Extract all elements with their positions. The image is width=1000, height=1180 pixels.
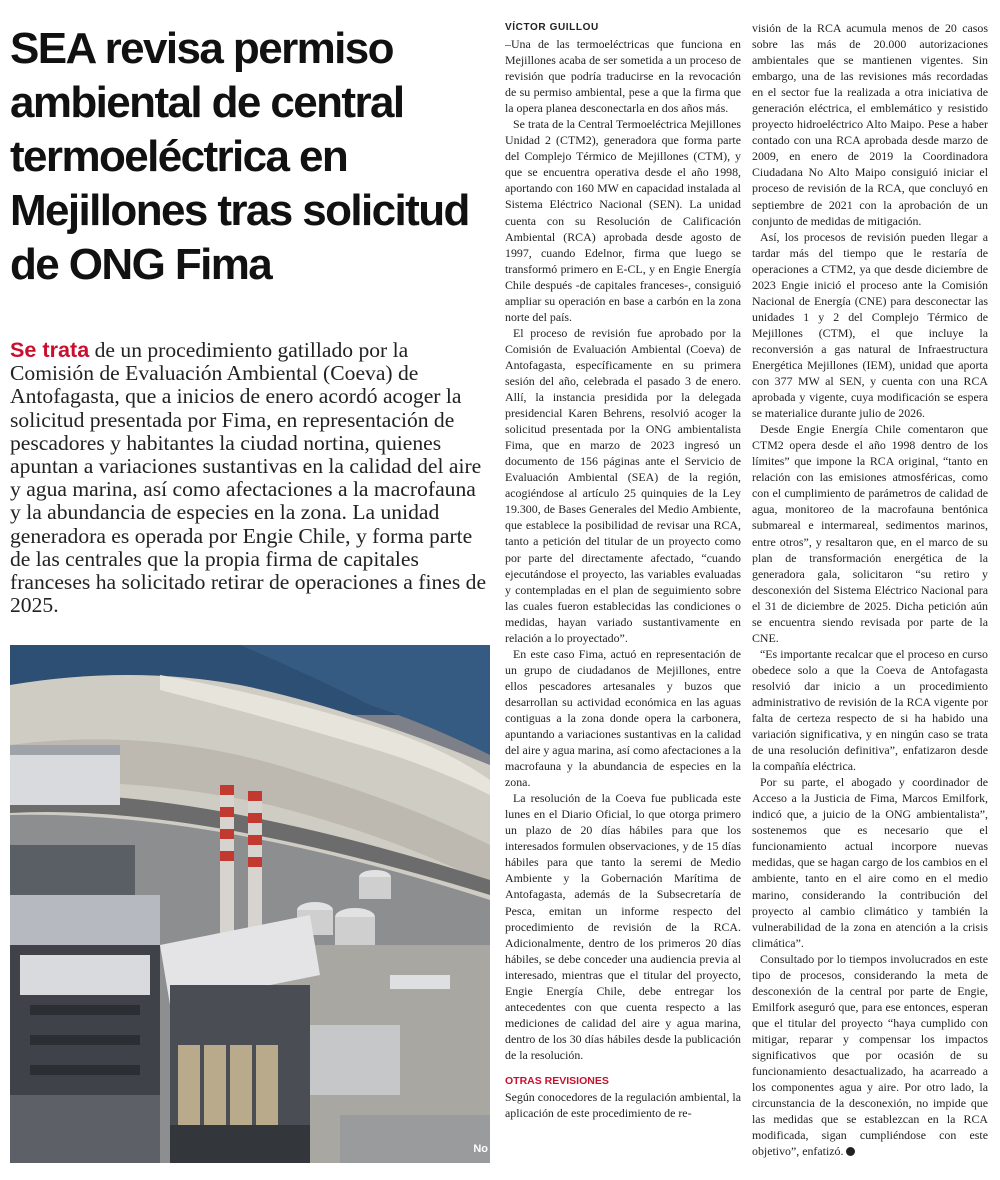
end-of-article-icon (846, 1147, 855, 1156)
col2-paragraph-5: La resolución de la Coeva fue publicada este lunes en el Diario Oficial, lo que otorga primero un plazo de 20 días hábiles para que los interesados formulen observaciones, y de 15 días hábiles para que tanto la seremi de Medio Ambiente y la Gobernación Marítima de Antofagasta, además de la Subsecretaría de Pesca, emitan un informe respecto del procedimiento de revisión de la RCA. Adicionalmente, dentro de los primeros 20 días hábiles, se debe conceder una audiencia previa al interesado, mientras que el titular del proyecto, Engie Energía Chile, debe entregar los antecedentes con que cuenta respecto a las mediciones de calidad del aire y agua marina, dentro de los 30 días hábiles desde la publicación de la resolución. (505, 791, 741, 1062)
col2-paragraph-3: El proceso de revisión fue aprobado por la Comisión de Evaluación Ambiental (Coeva) de Antofagasta, específicamente en su primera sesión del año, celebrada el pasado 3 de enero. Allí, la instancia presidida por la delegada presidencial Karen Behrens, resolvió acoger la solicitud presentada por la ONG ambientalista Fima, que en marzo de 2023 ingresó un documento de 156 páginas ante el Servicio de Evaluación Ambiental (SEA) de la región, acogiéndose al artículo 25 quinquies de la Ley 19.300, de Bases Generales del Medio Ambiente, que establece la posibilidad de revisar una RCA, tanto a petición del titular de un proyecto como por parte del directamente afectado, “cuando ejecutándose el proyecto, las variables evaluadas y contempladas en el plan de seguimiento sobre las cuales fueron establecidas las condiciones o medidas, hayan variado sustantivamente en relación a lo proyectado”. (505, 325, 741, 645)
headline: SEA revisa permiso ambiental de central termoeléctrica en Mejillones tras solicitud de ONG Fima (10, 24, 469, 289)
power-plant-illustration (10, 645, 490, 1163)
lead-kicker: Se trata (10, 337, 90, 362)
lead-paragraph (10, 338, 492, 617)
subhead-otras-revisiones: OTRAS REVISIONES (505, 1075, 609, 1087)
col3-paragraph-2: Así, los procesos de revisión pueden llegar a tardar más del tiempo que le restaría de operaciones a CTM2, ya que desde diciembre de 2023 Engie inició el proceso ante la Comisión Nacional de Energía (CNE) para desconectar las unidades 1 y 2 del Complejo Térmico de Mejillones (CTM), el que incluye la reconversión a gas natural de Infraestructura Energética Mejillones (IEM), unidad que aporta con 377 MW al SEN, y cuenta con una RCA aprobada y vigente, cuya modificación se espera se materialice durante julio de 2026. (752, 229, 988, 421)
lower-yard (340, 1115, 490, 1163)
col3-paragraph-6 (752, 951, 988, 1160)
col2-paragraph-4: En este caso Fima, actuó en representación de un grupo de ciudadanos de Mejillones, entre ellos pescadores artesanales y buzos que desarrollan su actividad económica en las aguas contiguas a la zona donde opera la carbonera, apuntando a variaciones sustantivas en la calidad del aire y agua marina, así como afectaciones a la macrofauna y la abundancia de especies en la zona. (505, 646, 741, 790)
byline: VÍCTOR GUILLOU (505, 22, 599, 33)
col3-paragraph-6-text: Consultado por lo tiempos involucrados en este tipo de procesos, considerando la meta de desconexión de la central por parte de Engie, Emilfork aseguró que, para ese entonces, esperan que el titular del proyecto “haya cumplido con mitigar, reparar y compensar los impactos significativos que por ocasión de su funcionamiento desactualizado, ha acarreado a los componentes agua y aire. Por otro lado, la circunstancia de la desconexión, no impide que las medidas que se establezcan en la RCA modificada, sigan cumpliéndose con este objetivo”, enfatizó. (752, 951, 988, 1159)
article-column-3 (752, 20, 988, 1159)
col3-paragraph-1: visión de la RCA acumula menos de 20 casos sobre las más de 20.000 autorizaciones ambientales que se mantienen vigentes. Sin embargo, una de las revisiones más recordadas en el sector fue la realizada a otra iniciativa de generación eléctrica, el emblemático y resistido proyecto hidroeléctrico Alto Maipo. Pese a haber contado con una RCA aprobada desde marzo de 2009, en enero de 2019 la Coordinadora Ciudadana No Alto Maipo consiguió iniciar el proceso de revisión de la RCA, que concluyó en septiembre de 2021 con la aprobación de un conjunto de medidas de mitigación. (752, 21, 988, 228)
lead-text: de un procedimiento gatillado por la Comisión de Evaluación Ambiental (Coeva) de Antofagasta, que a inicios de enero acordó acoger la solicitud presentada por Fima, en representación de pescadores y habitantes la ciudad nortina, quienes apuntan a variaciones sustantivas en la calidad del aire y agua marina, así como afectaciones a la macrofauna y la abundancia de especies en la zona. La unidad generadora es operada por Engie Chile, y forma parte de las centrales que la propia firma de capitales franceses ha solicitado retirar de operaciones a fines de 2025. (10, 338, 487, 618)
col3-paragraph-5: Por su parte, el abogado y coordinador de Acceso a la Justicia de Fima, Marcos Emilfork, indicó que, a juicio de la ONG ambientalista”, sostenemos que es necesario que el funcionamiento actual incorpore nuevas medidas, que se hagan cargo de los cambios en el ambiente, tanto en el aire como en el medio marino, considerando la contribución del proyecto al cambio climático y también la vulnerabilidad de la zona en atención a la crisis climática”. (752, 775, 988, 950)
col2-paragraph-2: Se trata de la Central Termoeléctrica Mejillones Unidad 2 (CTM2), generadora que forma parte del Complejo Térmico de Mejillones (CTM), y que se encuentra operativa desde el año 1998, aportando con 160 MW en capacidad instalada al Sistema Eléctrico Nacional (SEN). La unidad cuenta con su Resolución de Calificación Ambiental (RCA) aprobada desde agosto de 1997, cuando Edelnor, firma que luego se transformó primero en E-CL, y en Engie Energía Chile después -de capitales franceses-, consiguió ampliar su operación en base a carbón en la zona norte del país. (505, 117, 741, 324)
power-block-center (160, 915, 320, 1163)
col2-paragraph-6: Según conocedores de la regulación ambiental, la aplicación de este procedimiento de re- (505, 1090, 741, 1121)
warehouse-2 (10, 845, 135, 895)
truck (390, 975, 450, 989)
photo-credit: No (473, 1143, 488, 1155)
col2-paragraph-1: –Una de las termoeléctricas que funciona en Mejillones acaba de ser sometida a un proceso de revisión que podría traducirse en la revocación de su permiso ambiental, pese a que la firma que la opera planea desconectarla en dos años más. (505, 37, 741, 116)
article-column-2 (505, 20, 741, 1121)
power-plant-photo (10, 645, 490, 1163)
col3-paragraph-4: “Es importante recalcar que el proceso en curso obedece solo a que la Coeva de Antofagasta resolvió dar inicio a un procedimiento administrativo de revisión de la RCA vigente por falta de certeza respecto de si ha habido una variación significativa, y en ningún caso se trata de una resolución definitiva”, enfatizaron desde la compañía eléctrica. (752, 646, 988, 774)
side-building (310, 1025, 400, 1095)
col3-paragraph-3: Desde Engie Energía Chile comentaron que CTM2 opera desde el año 1998 dentro de los límites” que impone la RCA original, “tanto en relación con las emisiones atmosféricas, como con el cumplimiento de parámetros de calidad de agua, monitoreo de la macrofauna bentónica submareal e intermareal, sedimentos marinos, entre otros”, y resaltaron que, en el marco de su plan de transformación energética de la generadora gala, solicitaron “su retiro y desconexión del Sistema Eléctrico Nacional para el 31 de diciembre de 2025. Dicha petición aún se encuentra siendo revisada por parte de la CNE. (752, 422, 988, 645)
power-block-left (10, 945, 160, 1163)
